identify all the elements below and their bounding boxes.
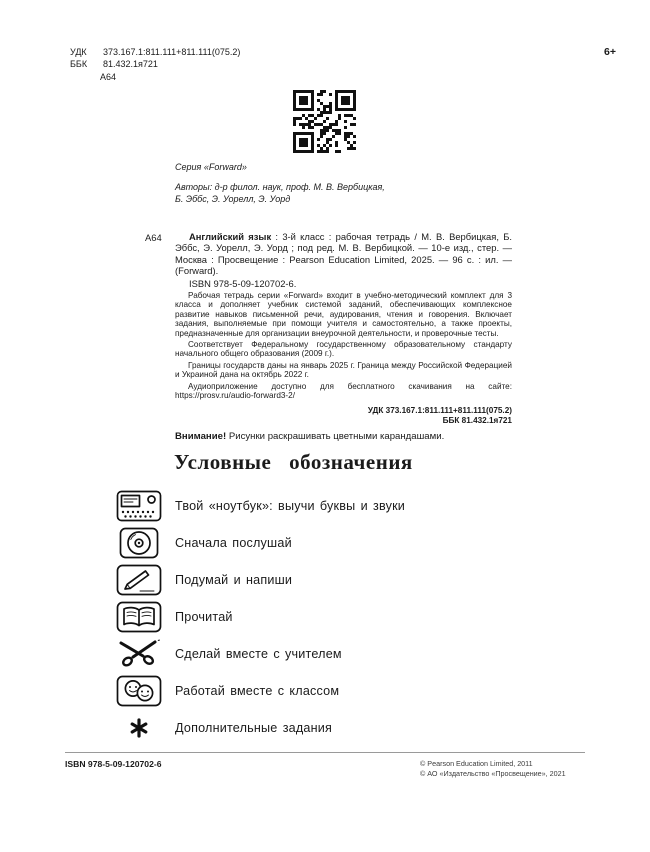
bbk-value: 81.432.1я721 <box>103 59 158 70</box>
bibliographic-description <box>175 231 512 277</box>
book-code: А64 <box>100 71 117 82</box>
attention-text: Рисунки раскрашивать цветными карандашами. <box>226 431 445 442</box>
legend-label: Сделай вместе с учителем <box>175 646 342 661</box>
legend-item-read <box>116 601 556 632</box>
faces-icon <box>116 675 162 707</box>
series-line: Серия «Forward» <box>175 162 247 172</box>
footer-isbn: ISBN 978-5-09-120702-6 <box>65 759 162 769</box>
annotation-1: Рабочая тетрадь серии «Forward» входит в учебно-методический комплект для 3 класса и дополняет учебник системой заданий, обеспечивающих комплексное развитие навыков письменной речи, аудирования, чтения и говорения. Включает задания, выполняемые при помощи учителя и самостоятельно, а также проекты, предназначенные для организации внеурочной деятельности, и проверочные тесты. <box>175 291 512 338</box>
legend-label: Твой «ноутбук»: выучи буквы и звуки <box>175 498 406 513</box>
legend-item-laptop <box>116 490 556 521</box>
entry-body <box>175 231 512 426</box>
authors-line-2: Б. Эббс, Э. Уорелл, Э. Уорд <box>175 194 291 204</box>
book-title: Английский язык <box>189 231 272 242</box>
legend-list <box>116 490 556 749</box>
cd-icon <box>116 527 162 559</box>
legend-item-write <box>116 564 556 595</box>
legend-item-faces <box>116 675 556 706</box>
bbk-label: ББК <box>70 59 88 70</box>
copyright-line-2: © АО «Издательство «Просвещение», 2021 <box>420 768 566 778</box>
classification-block <box>70 46 240 83</box>
authors-line-1: Авторы: д-р филол. наук, проф. М. В. Вербицкая, <box>175 182 385 192</box>
legend-label: Дополнительные задания <box>175 720 333 735</box>
legend-item-asterisk <box>116 712 556 743</box>
scissors-icon <box>116 638 162 670</box>
bbk-line <box>70 58 240 70</box>
udk-footer: УДК 373.167.1:811.111+811.111(075.2) <box>367 405 512 415</box>
copyright-line-1: © Pearson Education Limited, 2011 <box>420 759 533 768</box>
legend-item-scissors <box>116 638 556 669</box>
bbk-footer: ББК 81.432.1я721 <box>442 415 512 425</box>
entry-code: А64 <box>145 232 162 243</box>
annotation-4: Аудиоприложение доступно для бесплатного скачивания на сайте: https://prosv.ru/audio-forward3-2/ <box>175 381 512 401</box>
attention-word: Внимание! <box>175 431 227 442</box>
legend-item-cd <box>116 527 556 558</box>
qr-code-graphic <box>293 90 356 153</box>
udk-value: 373.167.1:811.111+811.111(075.2) <box>103 47 241 57</box>
legend-title: Условные обозначения <box>174 450 413 474</box>
bibliographic-description-text: : 3-й класс : рабочая тетрадь / М. В. Вербицкая, Б. Эббс, Э. Уорелл, Э. Уорд ; под ред. М. В. Вербицкой. — 10-е изд., стер. — Москва : Просвещение : Pearson Education Limited, 2025. — 96 с. : ил. — (Forward). <box>175 231 513 277</box>
udk-label: УДК <box>70 47 87 57</box>
copyright-block <box>420 759 585 778</box>
legend-label: Сначала послушай <box>175 535 292 550</box>
asterisk-icon <box>116 712 162 744</box>
page-footer <box>65 752 585 778</box>
legend-label: Прочитай <box>175 609 233 624</box>
udk-line <box>70 46 240 58</box>
age-rating-badge: 6+ <box>604 46 616 58</box>
annotation-3: Границы государств даны на январь 2025 г. Граница между Российской Федерацией и Украиной дана на октябрь 2022 г. <box>175 360 512 380</box>
laptop-icon <box>116 490 162 522</box>
isbn-line: ISBN 978-5-09-120702-6. <box>189 277 297 289</box>
annotation-2: Соответствует Федеральному государственному образовательному стандарту начального общего образования (2009 г.). <box>175 340 512 359</box>
authors-block <box>175 181 385 205</box>
legend-label: Подумай и напиши <box>175 572 293 587</box>
attention-note <box>175 431 444 442</box>
legend-label: Работай вместе с классом <box>175 683 340 698</box>
read-icon <box>116 601 162 633</box>
bibliographic-entry <box>145 231 512 426</box>
write-icon <box>116 564 162 596</box>
qr-code <box>293 90 356 153</box>
